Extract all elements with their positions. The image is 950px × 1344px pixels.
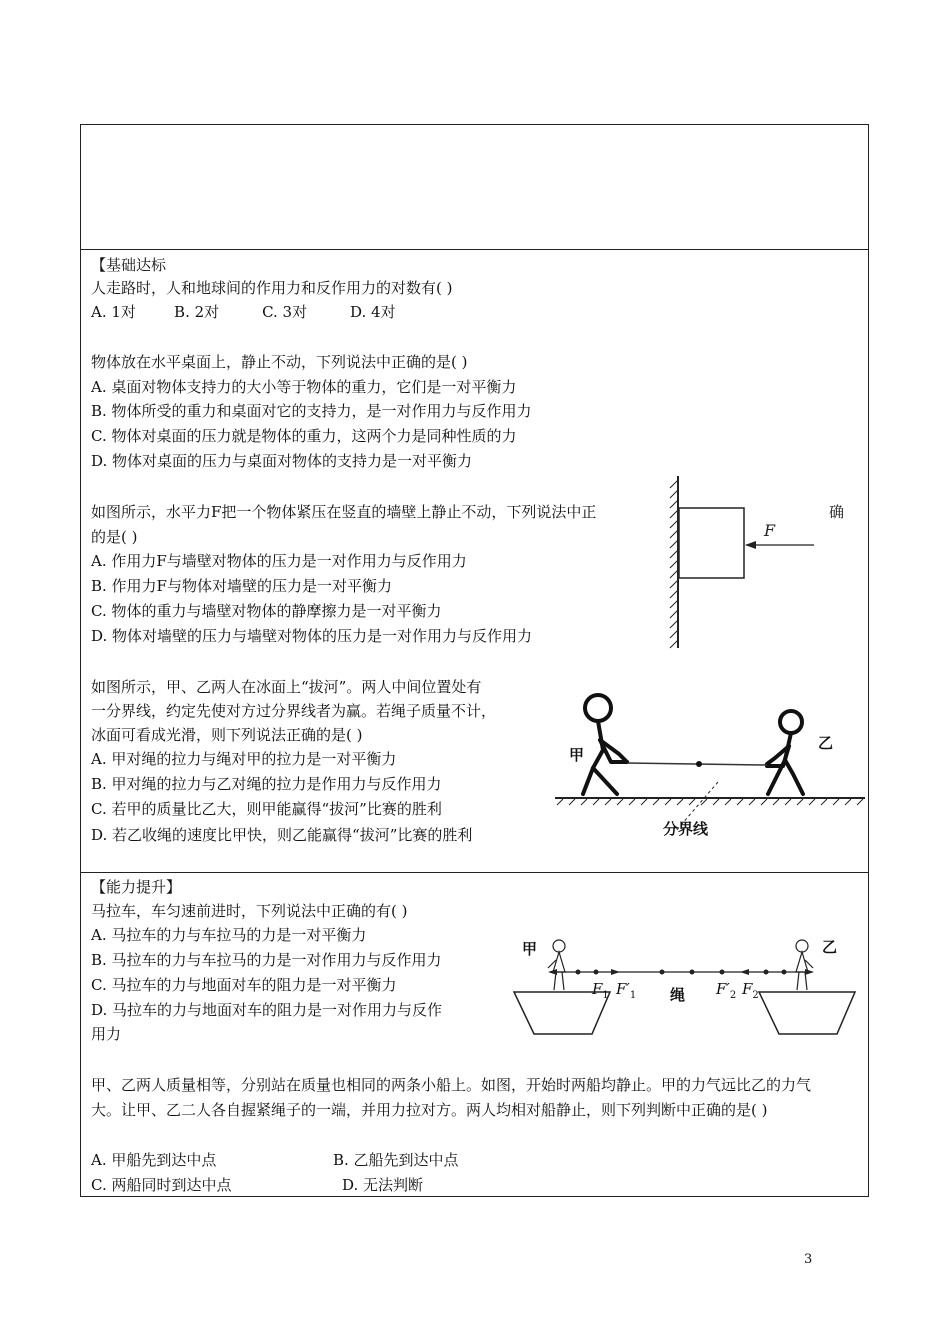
- label-f1-prime: $F'_1$: [616, 980, 637, 1001]
- q2-option-b: B. 物体所受的重力和桌面对它的支持力，是一对作用力与反作用力: [91, 402, 532, 420]
- rope-dot: [764, 970, 769, 975]
- q2-option-c: C. 物体对桌面的压力就是物体的重力，这两个力是同种性质的力: [91, 427, 517, 445]
- rope-dot: [720, 970, 725, 975]
- q1-options: A. 1对 B. 2对 C. 3对 D. 4对: [91, 303, 396, 321]
- boat-left: [514, 992, 610, 1034]
- arrow-f2-tip: [805, 969, 814, 975]
- section-title-basic: 【基础达标: [91, 256, 167, 274]
- q3-option-a: A. 作用力F与墙壁对物体的压力是一对作用力与反作用力: [91, 552, 467, 570]
- label-yi: 乙: [822, 938, 838, 956]
- label-rope: 绳: [670, 986, 686, 1004]
- q6-option-c: C. 两船同时到达中点: [91, 1176, 232, 1194]
- wall-hatching: [670, 480, 678, 648]
- section-title-ability: 【能力提升】: [91, 878, 182, 896]
- q2-option-a: A. 桌面对物体支持力的大小等于物体的重力，它们是一对平衡力: [91, 378, 517, 396]
- label-yi: 乙: [818, 734, 834, 752]
- label-f1: $F_1$: [592, 980, 609, 1001]
- label-jia: 甲: [522, 940, 538, 958]
- block: [679, 508, 744, 578]
- q5-option-c: C. 马拉车的力与地面对车的阻力是一对平衡力: [91, 976, 397, 994]
- q4-option-d: D. 若乙收绳的速度比甲快，则乙能赢得“拔河”比赛的胜利: [91, 826, 473, 844]
- q5-option-d-line2: 用力: [91, 1025, 122, 1043]
- q3-stem-line2: 的是( ): [91, 528, 138, 546]
- q6-option-a: A. 甲船先到达中点: [91, 1151, 217, 1169]
- arrow-f2p-tip: [740, 969, 749, 975]
- q4-option-b: B. 甲对绳的拉力与乙对绳的拉力是作用力与反作用力: [91, 775, 442, 793]
- person-right: [796, 940, 813, 990]
- q4-option-a: A. 甲对绳的拉力与绳对甲的拉力是一对平衡力: [91, 750, 397, 768]
- q3-option-b: B. 作用力F与物体对墙壁的压力是一对平衡力: [91, 577, 392, 595]
- row-divider-top: [80, 249, 869, 250]
- q3-option-c: C. 物体的重力与墙壁对物体的静摩擦力是一对平衡力: [91, 602, 442, 620]
- label-f2-prime: $F'_2$: [716, 980, 737, 1001]
- row-divider-ability: [80, 872, 869, 873]
- boat-right: [759, 992, 855, 1034]
- q6-option-b: B. 乙船先到达中点: [333, 1151, 459, 1169]
- rope-dot: [594, 970, 599, 975]
- person-yi: [767, 711, 803, 794]
- q5-option-d-line1: D. 马拉车的力与地面对车的阻力是一对作用力与反作: [91, 1001, 443, 1019]
- person-left: [548, 940, 565, 990]
- label-boundary: 分界线: [663, 820, 709, 838]
- q4-stem-line3: 冰面可看成光滑，则下列说法正确的是( ): [91, 726, 363, 744]
- arrow-f1p-tip: [611, 969, 620, 975]
- rope-dot: [782, 970, 787, 975]
- q5-option-a: A. 马拉车的力与车拉马的力是一对平衡力: [91, 926, 367, 944]
- q4-stem-line2: 一分界线，约定先使对方过分界线者为赢。若绳子质量不计，: [91, 702, 497, 720]
- q3-stem-line1: 如图所示，水平力F把一个物体紧压在竖直的墙壁上静止不动，下列说法中正: [91, 503, 597, 521]
- rope-dot: [576, 970, 581, 975]
- wall-block-figure: [664, 472, 824, 652]
- q4-stem-line1: 如图所示，甲、乙两人在冰面上“拔河”。两人中间位置处有: [91, 678, 482, 696]
- force-label: F: [764, 521, 776, 540]
- boats-figure: [512, 930, 857, 1040]
- label-f2: $F_2$: [742, 980, 759, 1001]
- q5-stem: 马拉车，车匀速前进时，下列说法中正确的有( ): [91, 902, 408, 920]
- q5-option-b: B. 马拉车的力与车拉马的力是一对作用力与反作用力: [91, 951, 442, 969]
- page-number: 3: [804, 1252, 813, 1267]
- q1-stem: 人走路时，人和地球间的作用力和反作用力的对数有( ): [91, 279, 453, 297]
- q2-stem: 物体放在水平桌面上，静止不动，下列说法中正确的是( ): [91, 353, 468, 371]
- rope-dot: [690, 970, 695, 975]
- force-arrowhead: [745, 541, 756, 549]
- rope-midpoint: [696, 761, 702, 767]
- arrow-f1-tip: [548, 969, 557, 975]
- q6-stem-line2: 大。让甲、乙二人各自握紧绳子的一端，并用力拉对方。两人均相对船静止，则下列判断中正确的是( ): [91, 1101, 768, 1119]
- q6-stem-line1: 甲、乙两人质量相等，分别站在质量也相同的两条小船上。如图，开始时两船均静止。甲的力气远比乙的力气: [91, 1076, 812, 1094]
- q4-option-c: C. 若甲的质量比乙大，则甲能赢得“拔河”比赛的胜利: [91, 800, 442, 818]
- q6-option-d: D. 无法判断: [342, 1176, 424, 1194]
- person-jia: [583, 695, 627, 794]
- ground-hatching: [557, 799, 863, 805]
- label-jia: 甲: [569, 746, 585, 764]
- q3-option-d: D. 物体对墙壁的压力与墙壁对物体的压力是一对作用力与反作用力: [91, 627, 533, 645]
- q3-stem-tail: 确: [829, 503, 845, 521]
- q2-option-d: D. 物体对桌面的压力与桌面对物体的支持力是一对平衡力: [91, 452, 473, 470]
- rope-dot: [660, 970, 665, 975]
- tug-of-war-figure: [553, 682, 868, 842]
